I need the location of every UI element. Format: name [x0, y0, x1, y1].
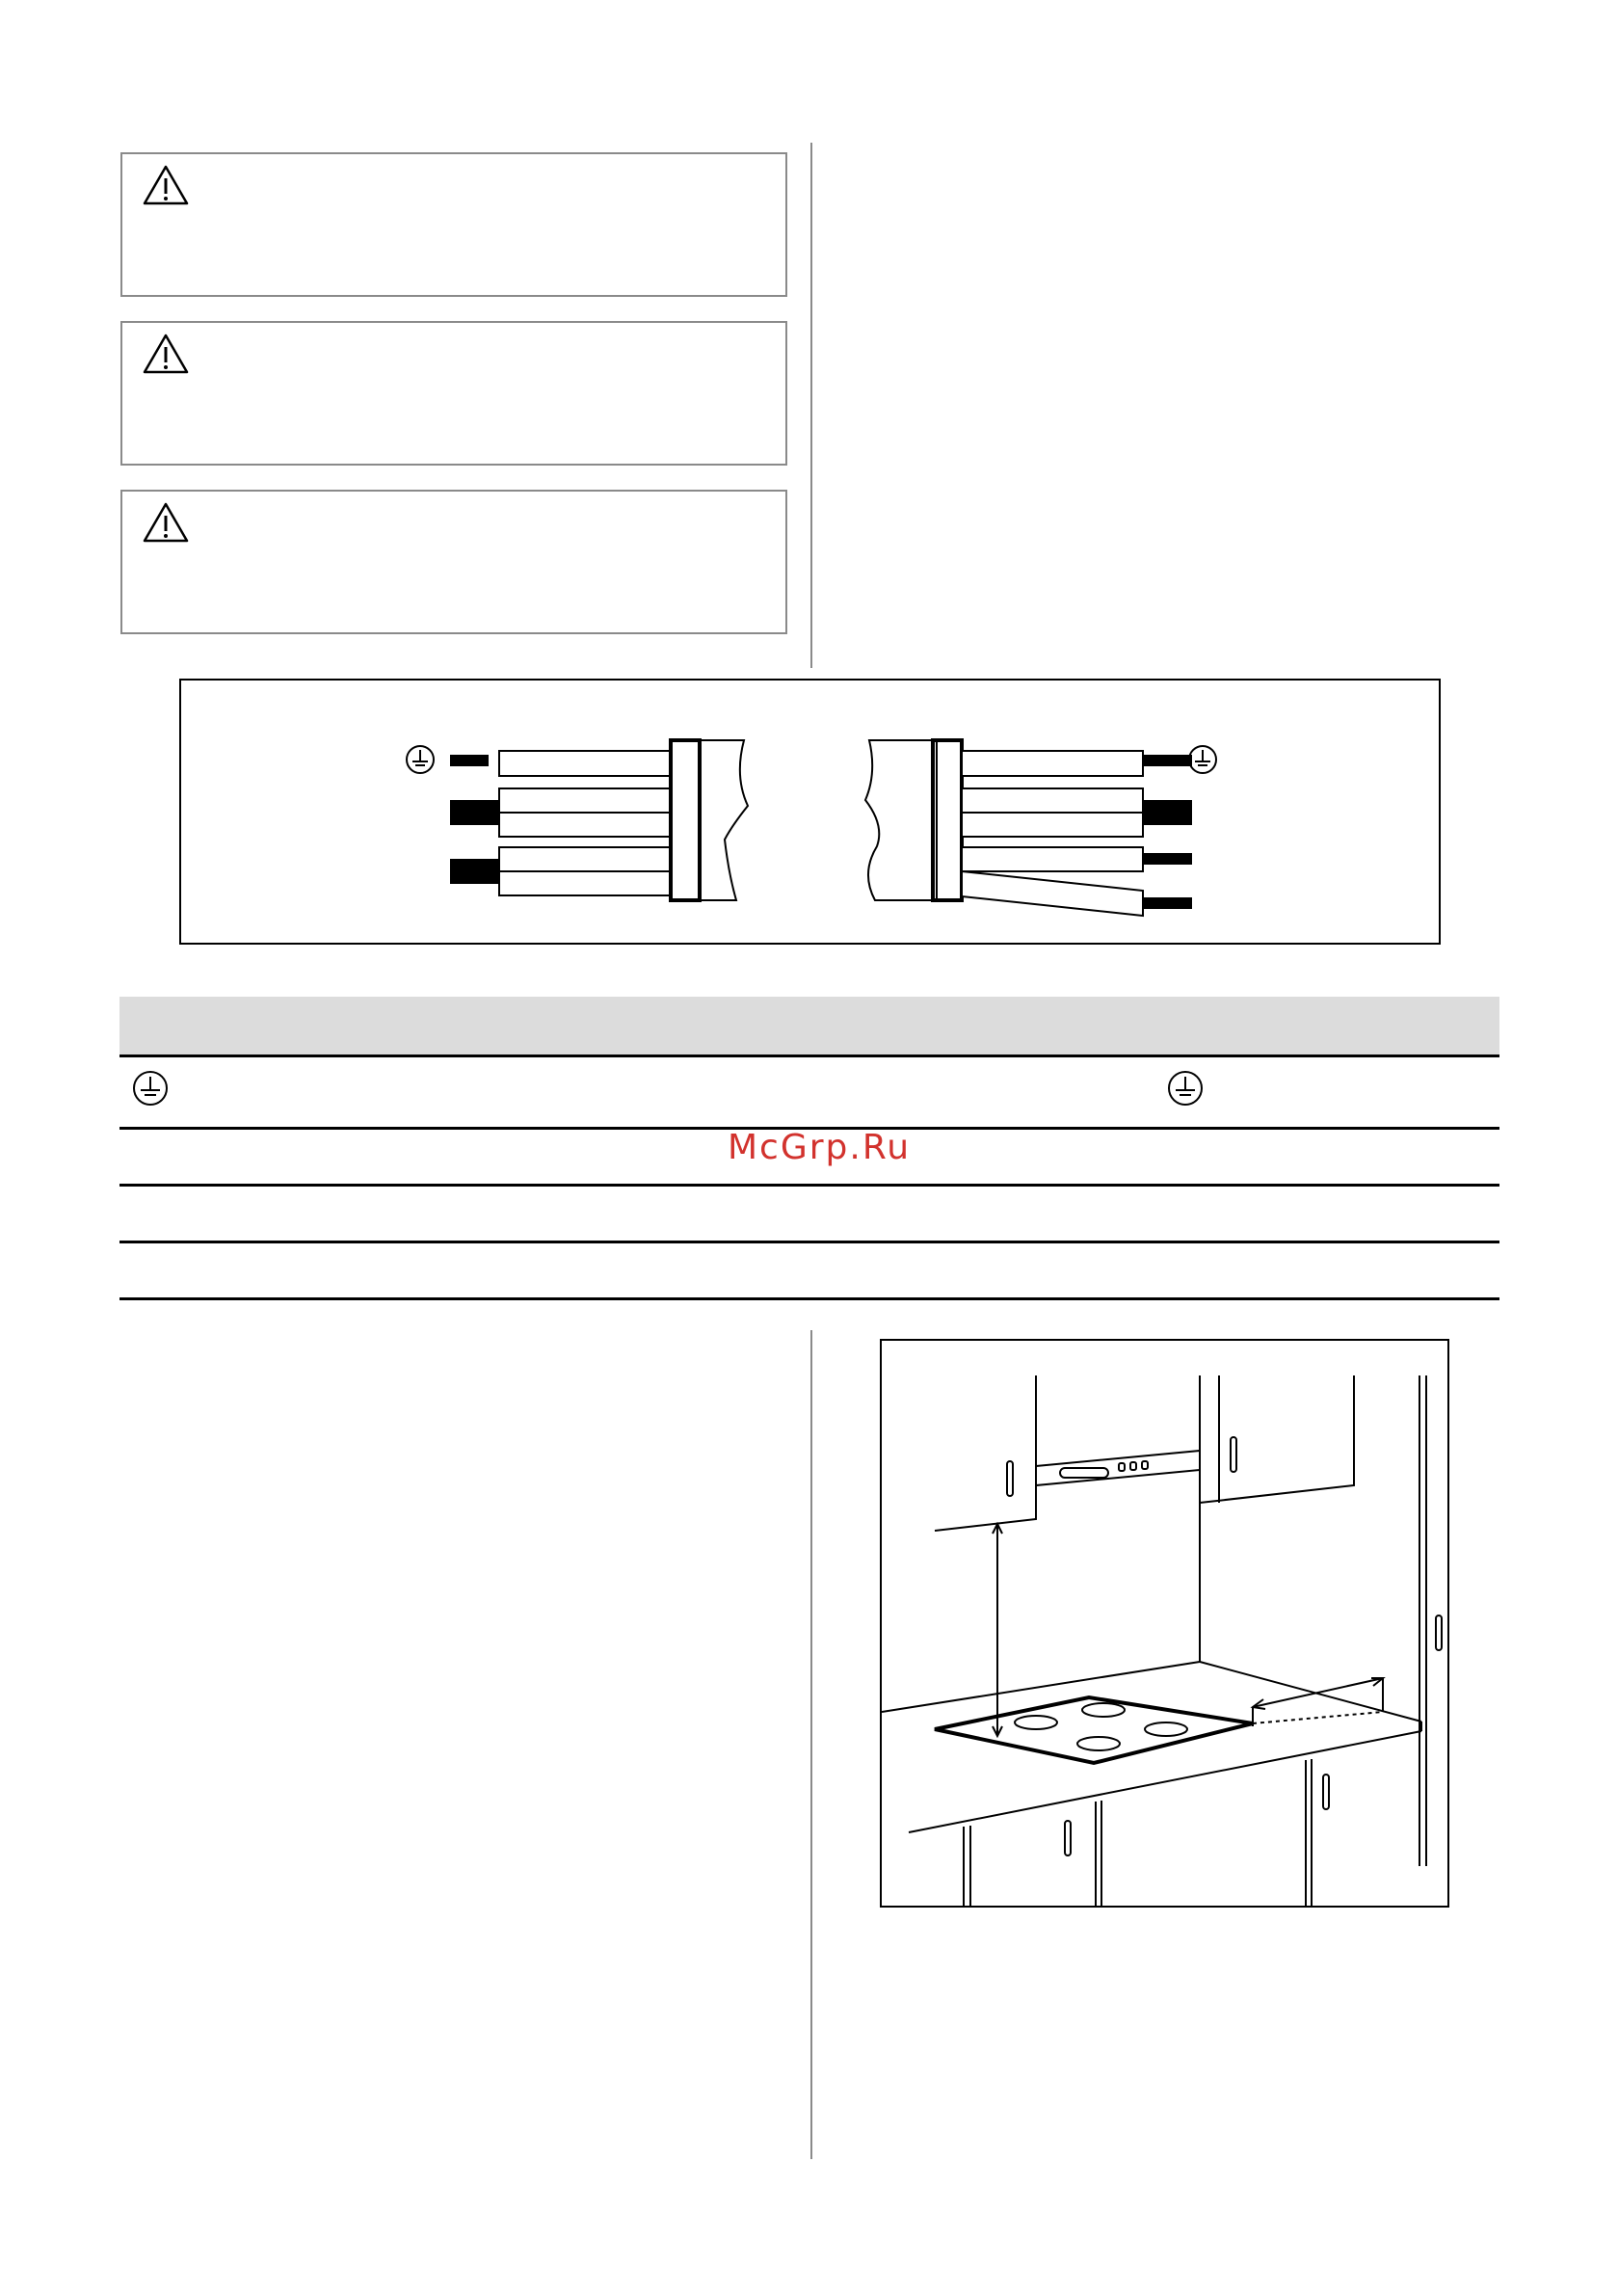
ground-symbol-icon	[131, 1069, 170, 1108]
table-header	[119, 997, 1499, 1057]
left-cable	[407, 740, 748, 900]
table-row	[119, 1057, 1499, 1130]
warning-box-1	[120, 152, 787, 297]
column-divider-bottom	[810, 1330, 812, 2159]
hob-installation-figure	[880, 1339, 1449, 1908]
wiring-diagram	[179, 679, 1441, 945]
warning-triangle-icon	[142, 501, 190, 544]
ground-symbol-icon	[407, 746, 434, 773]
ground-symbol-icon	[1166, 1069, 1205, 1108]
wiring-diagram-drawing	[181, 681, 1439, 943]
warning-triangle-icon	[142, 164, 190, 206]
table-row	[119, 1243, 1499, 1300]
watermark: McGrp.Ru	[727, 1128, 912, 1167]
right-cable	[865, 740, 1216, 916]
column-divider-top	[810, 143, 812, 668]
table-row	[119, 1187, 1499, 1243]
warning-box-2	[120, 321, 787, 466]
kitchen-illustration	[882, 1341, 1447, 1906]
warning-box-3	[120, 490, 787, 634]
warning-triangle-icon	[142, 333, 190, 375]
ground-symbol-icon	[1189, 746, 1216, 773]
